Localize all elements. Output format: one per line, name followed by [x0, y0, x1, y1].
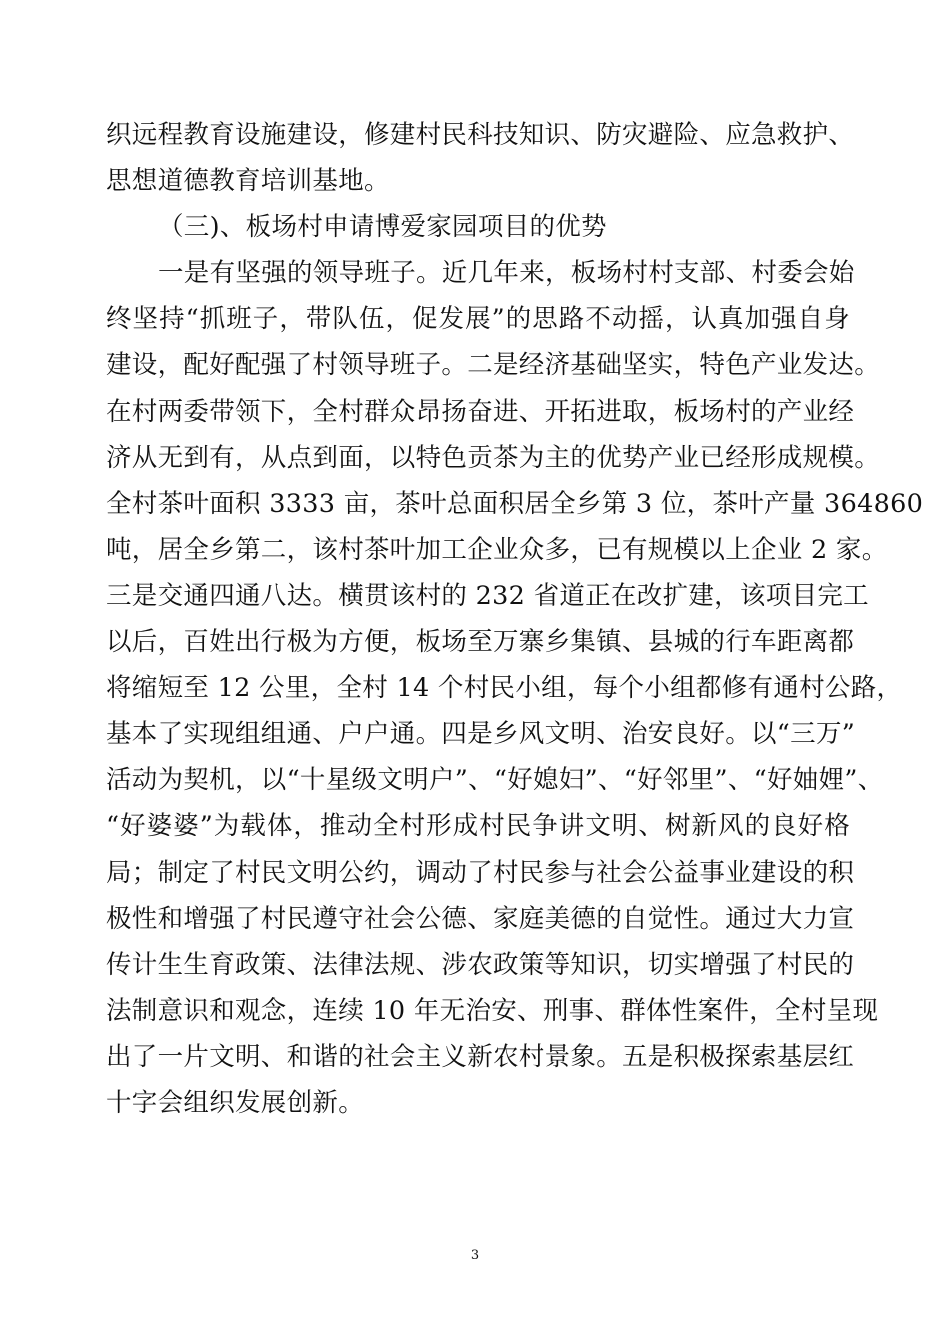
- text-line: 济从无到有，从点到面，以特色贡茶为主的优势产业已经形成规模。: [106, 442, 881, 473]
- text-line: 全村茶叶面积 3333 亩，茶叶总面积居全乡第 3 位，茶叶产量 364860: [106, 488, 924, 519]
- text-line: 终坚持“抓班子，带队伍，促发展”的思路不动摇，认真加强自身: [106, 304, 850, 335]
- text-line: 十字会组织发展创新。: [106, 1087, 365, 1118]
- text-line: 法制意识和观念，连续 10 年无治安、刑事、群体性案件，全村呈现: [106, 995, 879, 1026]
- text-line: “好婆婆”为载体，推动全村形成村民争讲文明、树新风的良好格: [106, 811, 850, 842]
- text-line: 活动为契机，以“十星级文明户”、“好媳妇”、“好邻里”、“好妯娌”、: [106, 765, 884, 796]
- text-line: 局；制定了村民文明公约，调动了村民参与社会公益事业建设的积: [106, 857, 855, 888]
- text-line: 织远程教育设施建设，修建村民科技知识、防灾避险、应急救护、: [106, 120, 855, 150]
- text-line: 极性和增强了村民遵守社会公德、家庭美德的自觉性。通过大力宣: [106, 903, 855, 934]
- page-number: 3: [470, 1248, 480, 1263]
- text-line: 基本了实现组组通、户户通。四是乡风文明、治安良好。以“三万”: [106, 719, 856, 750]
- section-heading: （三)、板场村申请博爱家园项目的优势: [158, 212, 607, 243]
- body-text: [106, 112, 924, 1126]
- text-line: 将缩短至 12 公里，全村 14 个村民小组，每个小组都修有通村公路，: [106, 673, 903, 704]
- text-line: 在村两委带领下，全村群众昂扬奋进、开拓进取，板场村的产业经: [106, 396, 855, 427]
- text-line: 三是交通四通八达。横贯该村的 232 省道正在改扩建，该项目完工: [106, 580, 869, 611]
- text-line: 出了一片文明、和谐的社会主义新农村景象。五是积极探索基层红: [106, 1041, 855, 1072]
- text-line: 一是有坚强的领导班子。近几年来，板场村村支部、村委会始: [158, 258, 855, 289]
- text-line: 思想道德教育培训基地。: [106, 166, 390, 197]
- text-line: 建设，配好配强了村领导班子。二是经济基础坚实，特色产业发达。: [106, 350, 881, 381]
- text-line: 以后，百姓出行极为方便，板场至万寨乡集镇、县城的行车距离都: [106, 627, 855, 658]
- text-line: 传计生生育政策、法律法规、涉农政策等知识，切实增强了村民的: [106, 949, 855, 980]
- text-line: 吨，居全乡第二，该村茶叶加工企业众多，已有规模以上企业 2 家。: [106, 534, 888, 565]
